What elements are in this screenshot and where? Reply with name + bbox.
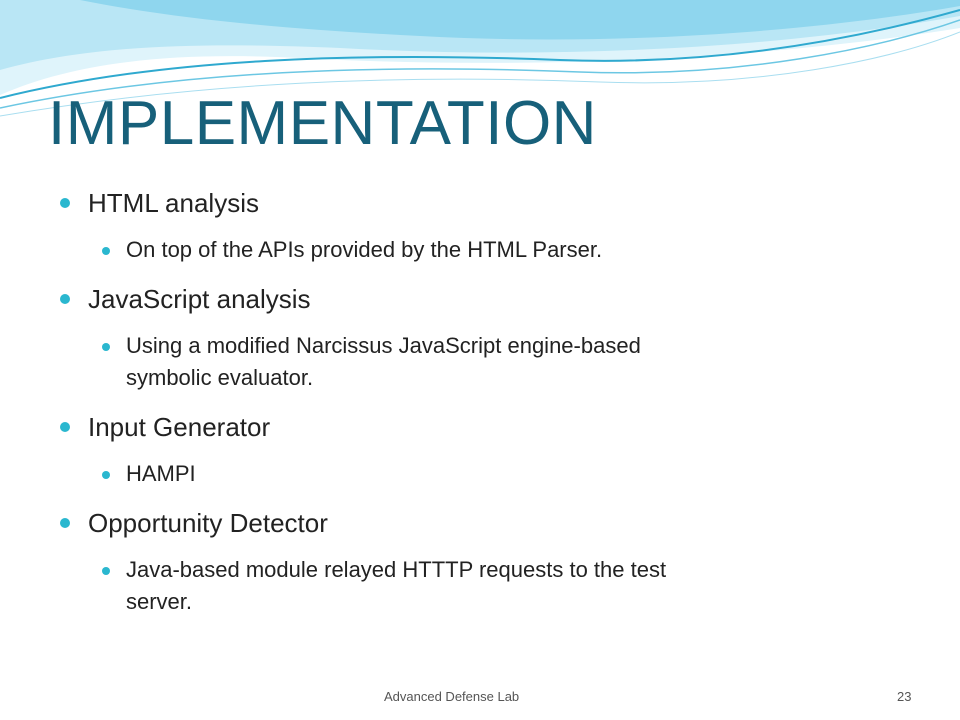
slide-number: 23 [897,689,912,704]
bullet-dot [102,343,110,351]
bullet-dot [60,294,70,304]
sub-bullet-text: On top of the APIs provided by the HTML Parser. [126,237,603,262]
slide-title: IMPLEMENTATION [48,89,597,158]
bullet-label: HTML analysis [88,188,259,218]
bullet-label: JavaScript analysis [88,284,311,314]
sub-bullet-text-line1: Using a modified Narcissus JavaScript engine-based [126,333,641,358]
sub-bullet-text: HAMPI [126,461,196,486]
bullet-dot [102,471,110,479]
bullet-label: Input Generator [88,412,271,442]
bullet-list [60,186,900,618]
bullet-javascript-analysis [60,282,900,316]
sub-bullet-hampi [102,458,900,490]
sub-bullet-text-line2: server. [126,589,193,614]
sub-bullet-text-line2: symbolic evaluator. [126,365,314,390]
bullet-dot [60,198,70,208]
sub-bullet-text-line1: Java-based module relayed HTTTP requests to the test [126,557,667,582]
bullet-dot [102,567,110,575]
footer-lab-name: Advanced Defense Lab [384,689,520,704]
bullet-dot [60,422,70,432]
bullet-opportunity-detector [60,506,900,540]
bullet-dot [102,247,110,255]
sub-bullet-narcissus [102,330,900,394]
bullet-input-generator [60,410,900,444]
bullet-dot [60,518,70,528]
sub-bullet-java-module [102,554,900,618]
bullet-html-analysis [60,186,900,220]
bullet-label: Opportunity Detector [88,508,328,538]
sub-bullet-html-parser [102,234,900,266]
